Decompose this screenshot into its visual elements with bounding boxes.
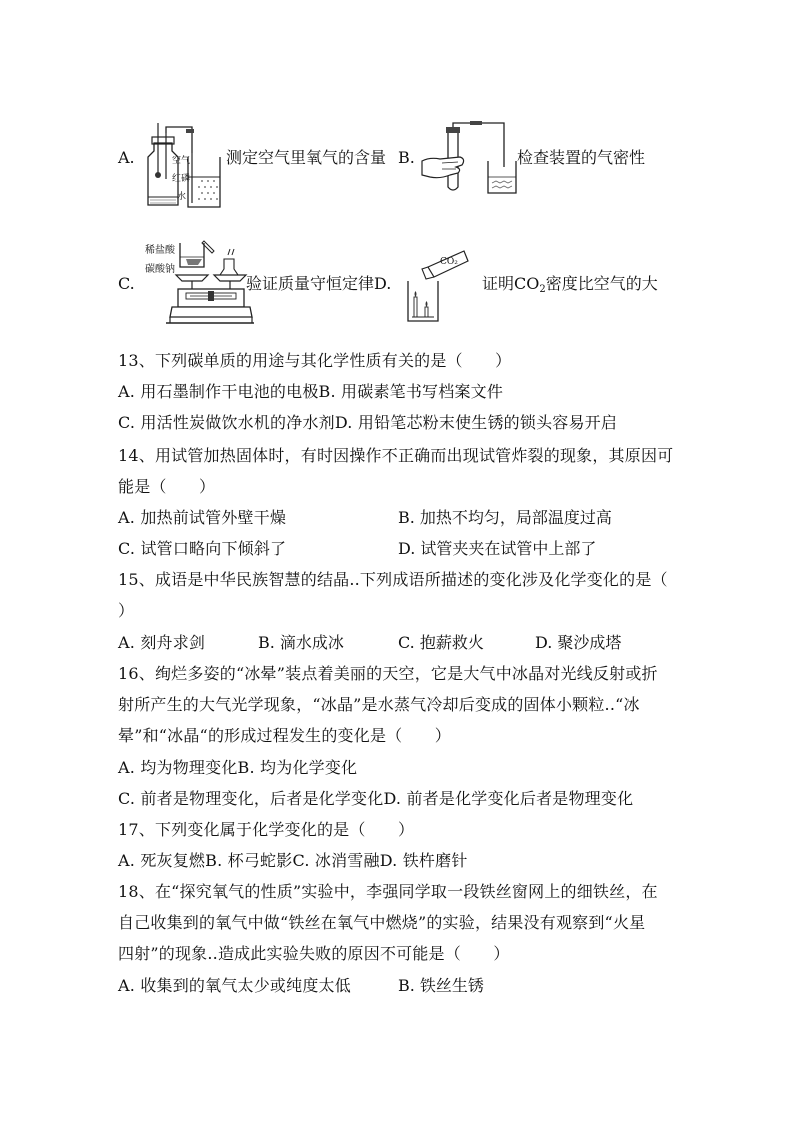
question-16-stem-line2: 射所产生的大气光学现象，“冰晶”是水蒸气冷却后变成的固体小颗粒..“冰 bbox=[118, 695, 640, 714]
question-14-option-a: A. 加热前试管外壁干燥 bbox=[118, 508, 287, 527]
question-15-stem-line1: 15、成语是中华民族智慧的结晶..下列成语所描述的变化涉及化学变化的是（ bbox=[118, 570, 668, 589]
question-13-stem: 13、下列碳单质的用途与其化学性质有关的是（ ） bbox=[118, 351, 512, 370]
question-16-options-ab: A. 均为物理变化B. 均为化学变化 bbox=[118, 758, 358, 777]
option-b-letter: B. bbox=[398, 148, 415, 167]
label-water: 水 bbox=[177, 192, 187, 202]
question-18-stem-line1: 18、在“探究氧气的性质”实验中，李强同学取一段铁丝窗网上的细铁丝，在 bbox=[118, 882, 658, 901]
option-b-caption: 检查装置的气密性 bbox=[517, 148, 646, 167]
question-18-stem-line2: 自己收集到的氧气中做“铁丝在氧气中燃烧”的实验，结果没有观察到“火星 bbox=[118, 913, 646, 932]
question-16-stem-line3: 晕”和“冰晶“的形成过程发生的变化是（ ） bbox=[118, 726, 451, 745]
question-13-options-ab: A. 用石墨制作干电池的电极B. 用碳素笔书写档案文件 bbox=[118, 382, 504, 401]
option-d-caption: 证明$CO_2$密度比空气的大 bbox=[482, 274, 658, 295]
question-15-option-c: C. 抱薪救火 bbox=[398, 633, 484, 652]
question-15-option-a: A. 刻舟求剑 bbox=[118, 633, 206, 652]
question-14-option-c: C. 试管口略向下倾斜了 bbox=[118, 539, 287, 558]
question-13-options-cd: C. 用活性炭做饮水机的净水剂D. 用铅笔芯粉末使生锈的锁头容易开启 bbox=[118, 413, 618, 432]
co2-density-figure bbox=[398, 247, 470, 325]
question-18-option-b: B. 铁丝生锈 bbox=[398, 976, 484, 995]
question-16-options-cd: C. 前者是物理变化，后者是化学变化D. 前者是化学变化后者是物理变化 bbox=[118, 789, 634, 808]
question-17-options: A. 死灰复燃B. 杯弓蛇影C. 冰消雪融D. 铁杵磨针 bbox=[118, 851, 468, 870]
question-14-option-d: D. 试管夹夹在试管中上部了 bbox=[398, 539, 597, 558]
option-a-caption: 测定空气里氧气的含量 bbox=[226, 148, 387, 167]
option-c-caption: 验证质量守恒定律D. bbox=[246, 274, 392, 293]
question-16-stem-line1: 16、绚烂多姿的“冰晕”装点着美丽的天空，它是大气中冰晶对光线反射或折 bbox=[118, 664, 658, 683]
question-14-stem-line1: 14、用试管加热固体时，有时因操作不正确而出现试管炸裂的现象，其原因可 bbox=[118, 446, 674, 465]
option-a-letter: A. bbox=[118, 148, 135, 167]
label-red-phosphorus: 红磷 bbox=[172, 174, 191, 184]
label-sodium-carbonate: 碳酸钠 bbox=[145, 264, 175, 275]
airtightness-check-figure bbox=[420, 121, 518, 197]
question-17-stem: 17、下列变化属于化学变化的是（ ） bbox=[118, 820, 415, 839]
question-18-option-a: A. 收集到的氧气太少或纯度太低 bbox=[118, 976, 351, 995]
label-co2: CO₂ bbox=[440, 257, 458, 267]
option-c-letter: C. bbox=[118, 274, 135, 293]
question-14-stem-line2: 能是（ ） bbox=[118, 477, 216, 496]
question-15-option-d: D. 聚沙成塔 bbox=[535, 633, 622, 652]
question-15-stem-line2: ） bbox=[118, 601, 135, 620]
question-18-stem-line3: 四射”的现象..造成此实验失败的原因不可能是（ ） bbox=[118, 944, 510, 963]
label-air: 空气 bbox=[172, 156, 191, 166]
question-15-option-b: B. 滴水成冰 bbox=[258, 633, 344, 652]
question-14-option-b: B. 加热不均匀，局部温度过高 bbox=[398, 508, 612, 527]
label-hydrochloric-acid: 稀盐酸 bbox=[145, 245, 175, 256]
